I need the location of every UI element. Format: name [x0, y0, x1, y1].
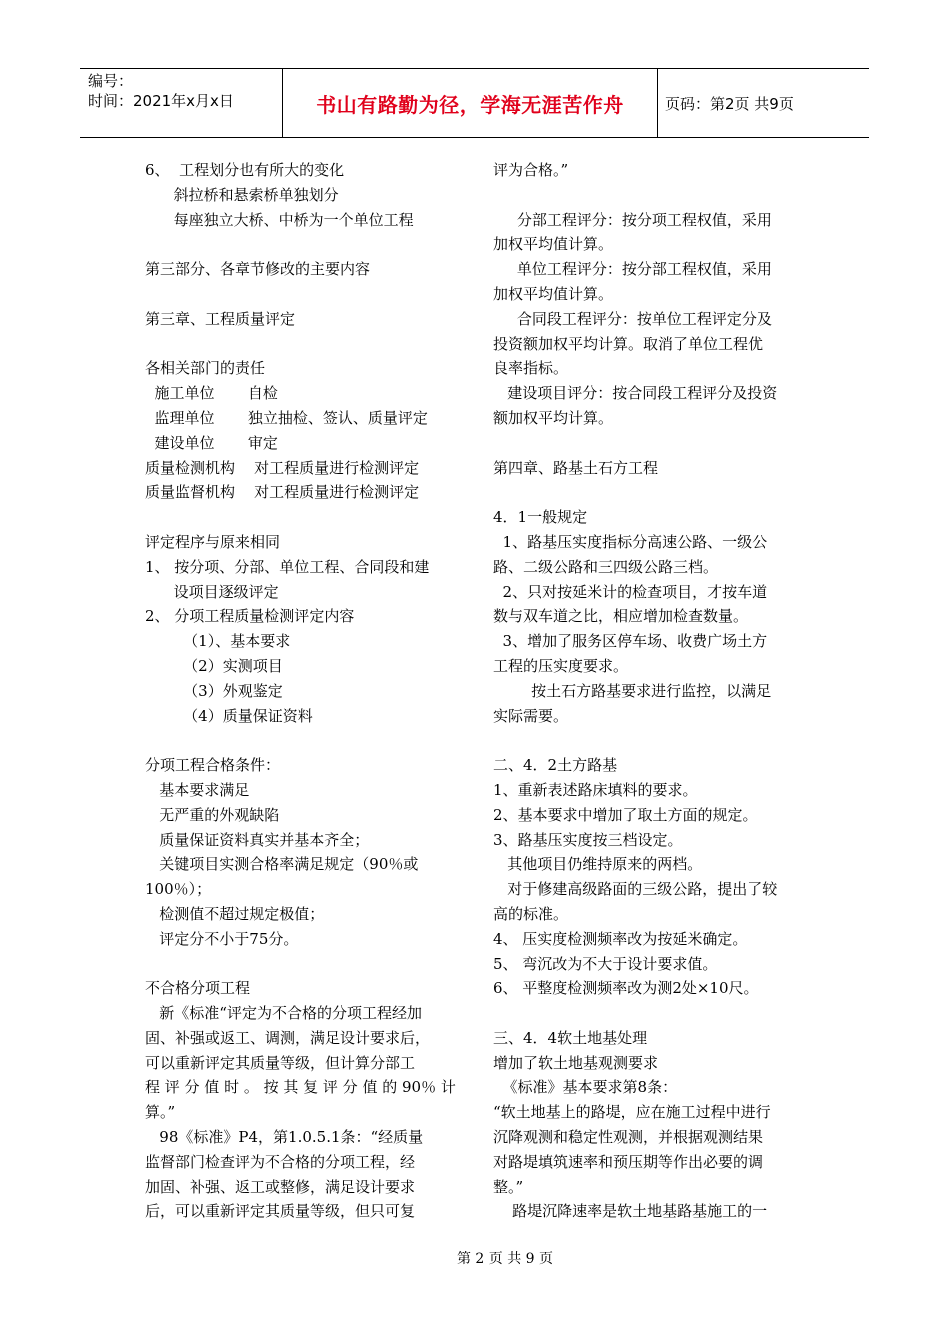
text-line: 评为合格。”	[493, 161, 569, 179]
text-line: 各相关部门的责任	[145, 359, 266, 378]
text-line: 98《标准》P4，第1.0.5.1条：“经质量	[145, 1128, 424, 1147]
text-line: 2、基本要求中增加了取土方面的规定。	[493, 805, 758, 824]
text-line: 其他项目仍维持原来的两档。	[493, 855, 703, 874]
left-text-column	[145, 158, 475, 1224]
text-line: 整。”	[493, 1177, 524, 1196]
text-line: 6、 工程划分也有所大的变化	[145, 161, 345, 179]
text-line: 6、 平整度检测频率改为测2处×10尺。	[493, 979, 759, 998]
text-line	[493, 728, 823, 753]
text-line: 监理单位 独立抽检、签认、质量评定	[145, 408, 428, 427]
text-line: 1、 按分项、分部、单位工程、合同段和建	[145, 557, 430, 576]
text-line: 不合格分项工程	[145, 979, 251, 998]
text-line: 单位工程评分：按分部工程权值，采用	[493, 260, 772, 279]
header-divider-right	[657, 69, 658, 137]
text-line: 第三部分、各章节修改的主要内容	[145, 260, 371, 279]
text-line: 质量保证资料真实并基本齐全；	[145, 830, 370, 849]
text-line: 高的标准。	[493, 904, 569, 923]
text-line: 监督部门检查评为不合格的分项工程，经	[145, 1152, 416, 1171]
header-meta	[88, 71, 282, 135]
text-line: 对于修建高级路面的三级公路，提出了较	[493, 880, 778, 899]
text-line: 建设单位 审定	[145, 433, 278, 452]
text-line: 质量监督机构 对工程质量进行检测评定	[145, 483, 420, 502]
text-line: 质量检测机构 对工程质量进行检测评定	[145, 458, 420, 477]
text-line: 算。”	[145, 1103, 176, 1122]
page-header	[80, 68, 869, 138]
text-line: 100％）；	[145, 880, 212, 899]
text-line: 路、二级公路和三四级公路三档。	[493, 557, 719, 576]
text-line: 增加了软土地基观测要求	[493, 1053, 659, 1072]
text-line: 2、只对按延米计的检查项目，才按车道	[493, 582, 768, 601]
text-line: 第三章、工程质量评定	[145, 309, 296, 328]
text-line: 第四章、路基土石方工程	[493, 458, 659, 477]
text-line	[493, 431, 823, 456]
text-line: 实际需要。	[493, 706, 569, 725]
text-line: 后，可以重新评定其质量等级，但只可复	[145, 1202, 416, 1221]
text-line: 4、 压实度检测频率改为按延米确定。	[493, 929, 748, 948]
text-line: （2）实测项目	[145, 656, 283, 675]
text-line: 无严重的外观缺陷	[145, 805, 280, 824]
footer-page-number: 第 2 页 共 9 页	[456, 1251, 554, 1267]
text-line: （4）质量保证资料	[145, 706, 313, 725]
text-line	[493, 183, 823, 208]
text-line: 可以重新评定其质量等级，但计算分部工	[145, 1053, 416, 1072]
header-motto: 书山有路勤为径，学海无涯苦作舟	[316, 92, 624, 117]
text-line: （3）外观鉴定	[145, 681, 283, 700]
text-line: 1、重新表述路床填料的要求。	[493, 780, 698, 799]
document-time-label: 时间：2021年x月x日	[88, 92, 234, 110]
text-line: 关键项目实测合格率满足规定（90％或	[145, 855, 419, 874]
text-line: 固、补强或返工、调测，满足设计要求后，	[145, 1028, 431, 1047]
text-line: 额加权平均计算。	[493, 408, 614, 427]
document-number-label: 编号：	[88, 72, 134, 90]
text-line: 施工单位 自检	[145, 384, 278, 403]
text-line: 合同段工程评分：按单位工程评定分及	[493, 309, 772, 328]
text-line: 设项目逐级评定	[145, 582, 279, 601]
text-line: 分项工程合格条件：	[145, 756, 281, 775]
text-line: 新《标准“评定为不合格的分项工程经加	[145, 1004, 422, 1023]
text-line: 分部工程评分：按分项工程权值，采用	[493, 210, 772, 229]
right-text-column	[493, 158, 823, 1224]
text-line	[145, 332, 475, 357]
text-line: 基本要求满足	[145, 780, 250, 799]
text-line: “软土地基上的路堤，应在施工过程中进行	[493, 1103, 771, 1122]
text-line: 沉降观测和稳定性观测，并根据观测结果	[493, 1128, 764, 1147]
text-line: 斜拉桥和悬索桥单独划分	[145, 185, 339, 204]
text-line: 对路堤填筑速率和预压期等作出必要的调	[493, 1152, 764, 1171]
header-page-info: 页码：第2页 共9页	[665, 94, 794, 113]
text-line: 程 评 分 值 时 。 按 其 复 评 分 值 的 90％ 计	[145, 1078, 456, 1097]
text-line	[145, 505, 475, 530]
text-line	[145, 952, 475, 977]
text-line: 建设项目评分：按合同段工程评分及投资	[493, 384, 778, 403]
page-footer	[0, 1248, 950, 1268]
text-line: 评定程序与原来相同	[145, 532, 281, 551]
text-line	[493, 480, 823, 505]
text-line: 按土石方路基要求进行监控，以满足	[493, 681, 772, 700]
text-line	[145, 282, 475, 307]
text-line: 路堤沉降速率是软土地基路基施工的一	[493, 1202, 768, 1221]
text-line: 加权平均值计算。	[493, 284, 614, 303]
text-line	[145, 728, 475, 753]
text-line: 数与双车道之比，相应增加检查数量。	[493, 607, 749, 626]
text-line: 加固、补强、返工或整修，满足设计要求	[145, 1177, 416, 1196]
text-line: 评定分不小于75分。	[145, 929, 299, 948]
text-line: 每座独立大桥、中桥为一个单位工程	[145, 210, 414, 229]
text-line: 加权平均值计算。	[493, 235, 614, 254]
text-line: 良率指标。	[493, 359, 569, 378]
text-line: 4．1一般规定	[493, 508, 588, 527]
text-line: 三、4．4软土地基处理	[493, 1028, 648, 1047]
text-line: 检测值不超过规定极值；	[145, 904, 325, 923]
text-line: （1）、基本要求	[145, 632, 291, 651]
text-line: 2、 分项工程质量检测评定内容	[145, 607, 355, 626]
text-line: 投资额加权平均计算。取消了单位工程优	[493, 334, 764, 353]
text-line: 3、路基压实度按三档设定。	[493, 830, 683, 849]
text-line: 1、路基压实度指标分高速公路、一级公	[493, 532, 768, 551]
text-line: 3、增加了服务区停车场、收费广场土方	[493, 632, 768, 651]
text-line: 《标准》基本要求第8条：	[493, 1078, 678, 1097]
text-line: 二、4．2土方路基	[493, 756, 618, 775]
text-line: 5、 弯沉改为不大于设计要求值。	[493, 954, 718, 973]
text-line: 工程的压实度要求。	[493, 656, 629, 675]
text-line	[145, 232, 475, 257]
text-line	[493, 1001, 823, 1026]
